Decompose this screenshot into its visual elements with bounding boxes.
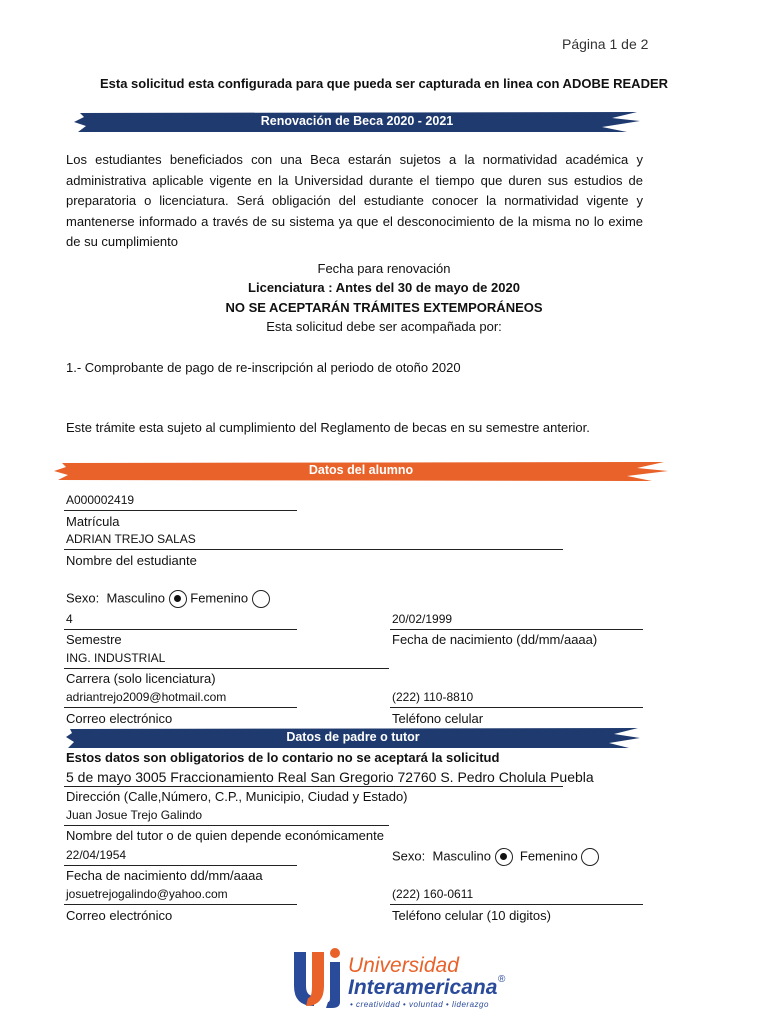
student-male-label: Masculino xyxy=(106,590,166,606)
student-phone-underline xyxy=(390,707,643,708)
tutor-phone-label: Teléfono celular (10 digitos) xyxy=(392,908,551,923)
tutor-sex-label: Sexo: xyxy=(392,848,426,864)
page-number: Página 1 de 2 xyxy=(562,36,649,52)
regulation-note: Este trámite esta sujeto al cumplimiento del Reglamento de becas en su semestre anterior. xyxy=(66,420,590,435)
tutor-birth-underline xyxy=(64,865,297,866)
student-female-radio[interactable] xyxy=(252,590,270,608)
career-underline xyxy=(64,668,389,669)
student-name-field[interactable]: ADRIAN TREJO SALAS xyxy=(66,532,196,546)
logo-registered-mark: ® xyxy=(498,974,506,985)
student-sex-group xyxy=(66,590,270,608)
address-field[interactable]: 5 de mayo 3005 Fraccionamiento Real San Gregorio 72760 S. Pedro Cholula Puebla xyxy=(66,769,594,785)
requirement-item: 1.- Comprobante de pago de re-inscripción al periodo de otoño 2020 xyxy=(66,360,461,375)
student-birth-field[interactable]: 20/02/1999 xyxy=(392,612,453,626)
tutor-email-field[interactable]: josuetrejogalindo@yahoo.com xyxy=(66,887,228,901)
renewal-banner-title: Renovación de Beca 2020 - 2021 xyxy=(260,114,454,128)
parent-banner xyxy=(64,726,642,750)
student-phone-label: Teléfono celular xyxy=(392,711,484,726)
tutor-name-field[interactable]: Juan Josue Trejo Galindo xyxy=(66,808,203,822)
adobe-notice: Esta solicitud esta configurada para que pueda ser capturada en linea con ADOBE READER xyxy=(99,76,669,91)
student-birth-label: Fecha de nacimiento (dd/mm/aaaa) xyxy=(392,632,598,647)
tutor-female-radio[interactable] xyxy=(581,848,599,866)
semester-underline xyxy=(64,629,297,630)
student-name-label: Nombre del estudiante xyxy=(66,553,197,568)
logo-line1: Universidad xyxy=(348,954,459,977)
mandatory-note: Estos datos son obligatorios de lo contario no se aceptará la solicitud xyxy=(66,750,500,765)
logo-line2: Interamericana xyxy=(348,976,498,999)
address-underline xyxy=(64,786,563,787)
tutor-male-label: Masculino xyxy=(432,848,492,864)
tutor-phone-underline xyxy=(390,904,643,905)
matricula-field[interactable]: A000002419 xyxy=(66,493,135,507)
career-label: Carrera (solo licenciatura) xyxy=(66,671,216,686)
tutor-male-radio[interactable] xyxy=(495,848,513,866)
tutor-name-underline xyxy=(64,825,389,826)
parent-banner-title: Datos de padre o tutor xyxy=(286,730,420,744)
tutor-sex-group xyxy=(392,848,599,866)
renewal-banner xyxy=(72,110,642,134)
matricula-label: Matrícula xyxy=(66,514,120,529)
tutor-birth-field[interactable]: 22/04/1954 xyxy=(66,848,127,862)
student-email-underline xyxy=(64,707,297,708)
tutor-phone-field[interactable]: (222) 160-0611 xyxy=(392,887,474,901)
student-banner-title: Datos del alumno xyxy=(308,463,414,477)
student-sex-label: Sexo: xyxy=(66,590,100,606)
student-banner xyxy=(52,459,670,483)
intro-paragraph: Los estudiantes beneficiados con una Beca estarán sujetos a la normatividad académica y administrativa aplicable vigente en la Universidad durante el tiempo que duren sus estudios de preparatoria o licenciatura. Será obligación del estudiante conocer la normatividad vigente y mantenerse informado a través de su sistema ya que el desconocimiento de la misma no lo exime de su cumplimiento xyxy=(66,152,643,249)
logo-tagline: • creatividad • voluntad • liderazgo xyxy=(350,1000,489,1009)
deadline-text: Licenciatura : Antes del 30 de mayo de 2020 xyxy=(248,280,520,295)
address-label: Dirección (Calle,Número, C.P., Municipio, Ciudad y Estado) xyxy=(66,789,408,804)
student-email-label: Correo electrónico xyxy=(66,711,173,726)
tutor-email-underline xyxy=(64,904,297,905)
semester-field[interactable]: 4 xyxy=(66,612,73,626)
tutor-female-label: Femenino xyxy=(519,848,578,864)
career-field[interactable]: ING. INDUSTRIAL xyxy=(66,651,166,665)
student-male-radio[interactable] xyxy=(169,590,187,608)
no-late-text: NO SE ACEPTARÁN TRÁMITES EXTEMPORÁNEOS xyxy=(225,300,543,315)
student-female-label: Femenino xyxy=(190,590,249,606)
student-phone-field[interactable]: (222) 110-8810 xyxy=(392,690,474,704)
renewal-date-heading: Fecha para renovación xyxy=(317,261,451,276)
accompanied-text: Esta solicitud debe ser acompañada por: xyxy=(266,319,502,334)
university-logo-icon xyxy=(290,946,346,1013)
tutor-email-label: Correo electrónico xyxy=(66,908,173,923)
student-birth-underline xyxy=(390,629,643,630)
semester-label: Semestre xyxy=(66,632,122,647)
student-email-field[interactable]: adriantrejo2009@hotmail.com xyxy=(66,690,227,704)
student-name-underline xyxy=(64,549,563,550)
matricula-underline xyxy=(64,510,297,511)
tutor-name-label: Nombre del tutor o de quien depende económicamente xyxy=(66,828,384,843)
tutor-birth-label: Fecha de nacimiento dd/mm/aaaa xyxy=(66,868,263,883)
